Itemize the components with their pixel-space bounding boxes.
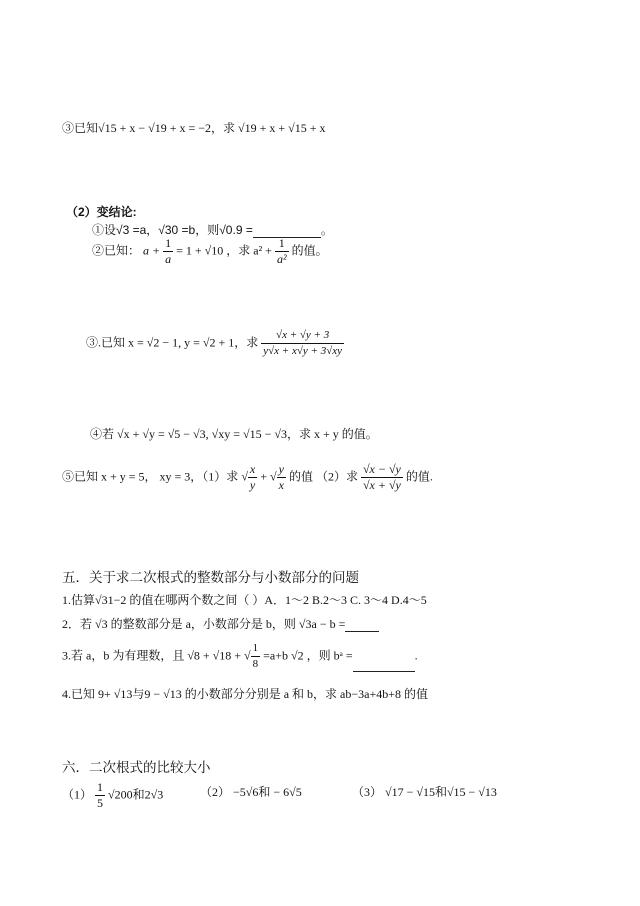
q3-top-text: ③已知√15 + x − √19 + x = −2，求 √19 + x + √15 + x: [62, 121, 326, 135]
sec2-heading-text: （2）变结论:: [66, 205, 137, 219]
sec2-q5-f1-num: x: [249, 462, 256, 476]
sec2-q2-den1: a: [165, 252, 172, 266]
sec5-q4-text: 4.已知 9+ √13与9 − √13 的小数部分分别是 a 和 b，求 ab−3a+4b+8 的值: [62, 687, 428, 701]
sec5-q1-text: 1.估算√31−2 的值在哪两个数之间（ ）A．1～2 B.2～3 C. 3～4 D.4～5: [62, 593, 427, 607]
sec5-q4: [62, 686, 428, 702]
sec2-q1-end: 。: [320, 223, 333, 237]
q3-top-line: [62, 120, 326, 136]
sec6-p2-text: （2） −5√6和 − 6√5: [200, 785, 302, 799]
sec5-q3-num: 1: [251, 641, 261, 657]
sec2-q5-frac2: [277, 462, 286, 493]
sec2-q2-num1: 1: [165, 236, 172, 250]
sec6-p1: [62, 780, 163, 811]
sec5-q3-end: .: [414, 648, 418, 663]
sec5-heading-text: 五．关于求二次根式的整数部分与小数部分的问题: [62, 570, 359, 585]
sec6-p1-frac: [95, 780, 105, 811]
sec2-q5-f3-den: √x + √y: [362, 478, 401, 492]
sec2-q2: [92, 236, 328, 267]
sec5-q3-frac: [251, 641, 261, 672]
sec2-q5-f2-num: y: [278, 462, 284, 476]
sec6-p1-body: √200和2√3: [108, 787, 164, 802]
sec5-q2-text: 2．若 √3 的整数部分是 a，小数部分是 b，则 √3a − b =: [62, 617, 346, 631]
sec2-q5-pre: ⑤已知 x + y = 5， xy = 3，（1）求: [62, 469, 239, 484]
sec6-p1-label: （1）: [62, 787, 93, 802]
sec5-q3-den: 8: [252, 658, 259, 670]
sec2-q5-end: 的值.: [405, 469, 433, 484]
sec6-p3: [352, 784, 497, 800]
sec2-q3: [86, 328, 344, 359]
sec2-q5-mid: 的值 （2）求: [288, 469, 358, 484]
plus-sign: +: [260, 469, 268, 484]
sec5-q3-post: =a+b √2 ，则 bᵃ =: [263, 648, 353, 663]
sec2-q2-pre: ②已知：: [92, 243, 141, 258]
sec2-q3-fraction: [261, 328, 344, 359]
sec2-q2-b: = 1 + √10 ，求 a² +: [176, 243, 272, 258]
sec2-q4-text: ④若 √x + √y = √5 − √3, √xy = √15 − √3，求 x + y 的值。: [90, 427, 378, 441]
sec6-heading-text: 六．二次根式的比较大小: [62, 760, 211, 775]
sec5-q3: [62, 641, 418, 672]
sec6-p1-den: 5: [97, 796, 104, 810]
sec2-q5: [62, 462, 433, 493]
sec6-p3-text: （3） √17 − √15和√15 − √13: [352, 785, 497, 799]
sec2-q3-num: √x + √y + 3: [261, 328, 344, 344]
sec2-q2-num2: 1: [275, 236, 289, 252]
sqrt-sign-2: √: [270, 469, 277, 484]
sec2-q2-end: 的值。: [291, 243, 328, 258]
sqrt-sign-1: √: [241, 469, 248, 484]
sec2-q2-a: a +: [143, 243, 161, 258]
sec6-p2: [200, 784, 302, 800]
sec5-heading: [62, 570, 359, 586]
sec2-q3-den: y√x + x√y + 3√xy: [263, 345, 343, 357]
sec5-q2-blank: [345, 619, 379, 632]
sec5-q1: [62, 592, 427, 608]
sec2-heading: [66, 204, 137, 220]
sec2-q2-den2: a²: [276, 252, 287, 266]
sec2-q2-fraction1: [163, 236, 173, 267]
sec2-q5-f3-num: √x − √y: [362, 462, 401, 476]
sec2-q4: [90, 426, 378, 442]
sec2-q2-fraction2: [275, 236, 289, 267]
sec2-q5-frac1: [248, 462, 257, 493]
sec6-heading: [62, 760, 211, 776]
sec5-q2: [62, 616, 379, 632]
sec2-q1-text: ①设√3 =a，√30 =b，则√0.9 =: [92, 223, 253, 237]
sec5-q3-pre: 3.若 a，b 为有理数，且 √8 + √18 +: [62, 648, 242, 663]
sec2-q5-f2-den: x: [278, 478, 284, 492]
sec2-q3-pre: ③.已知 x = √2 − 1, y = √2 + 1，求: [86, 335, 259, 350]
sec5-q3-blank: [353, 659, 415, 672]
sec2-q5-frac3: [361, 462, 403, 493]
sec6-p1-num: 1: [97, 780, 104, 794]
sec2-q5-f1-den: y: [249, 478, 256, 492]
sqrt-sign-3: √: [244, 648, 251, 663]
